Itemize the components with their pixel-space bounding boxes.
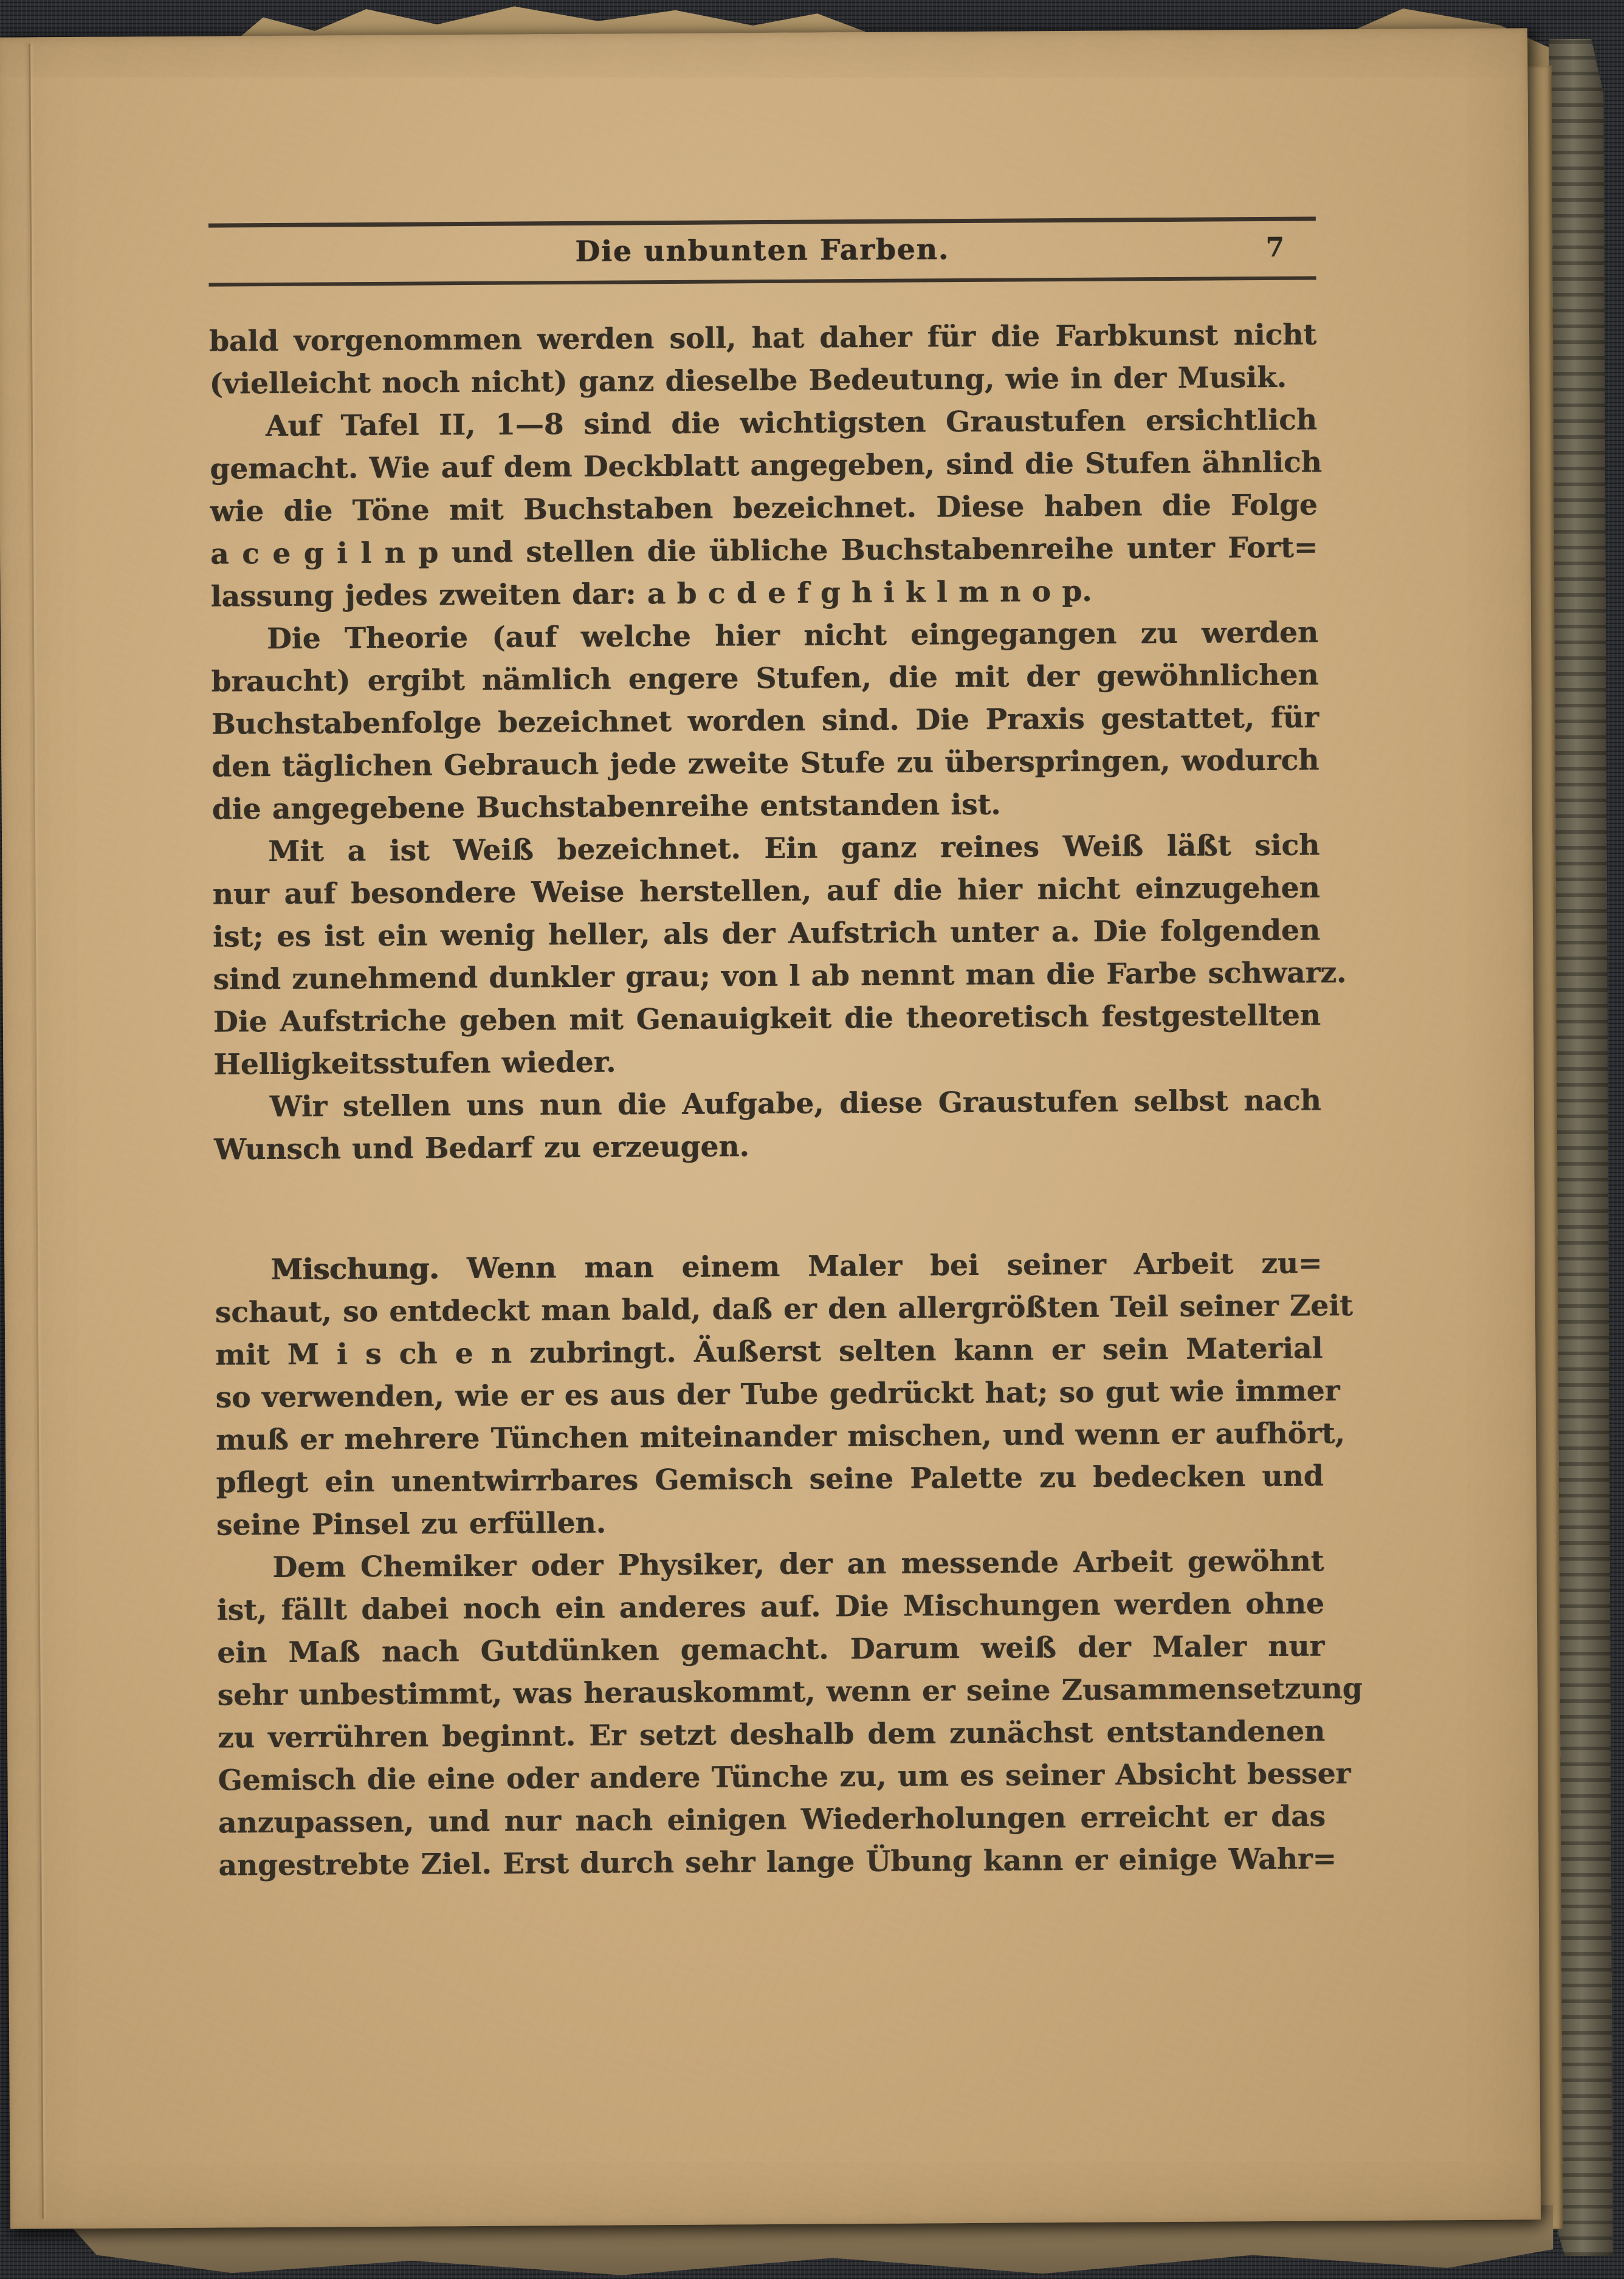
text-line: sind zunehmend dunkler grau; von l ab nennt man die Farbe schwarz. [213, 956, 1347, 997]
text-line: Dem Chemiker oder Physiker, der an messende Arbeit gewöhnt [272, 1544, 1324, 1585]
text-line: gemacht. Wie auf dem Deckblatt angegeben, sind die Stufen ähnlich [210, 445, 1322, 486]
text-line: ist; es ist ein wenig heller, als der Aufstrich unter a. Die folgenden [212, 913, 1321, 954]
text-line: muß er mehrere Tünchen miteinander mischen, und wenn er aufhört, [215, 1417, 1345, 1457]
text-line: Helligkeitsstufen wieder. [213, 1045, 616, 1082]
text-line: den täglichen Gebrauch jede zweite Stufe zu überspringen, wodurch [212, 743, 1320, 784]
paragraph [214, 1079, 1322, 1171]
text-line: lassung jedes zweiten dar: a b c d e f g h i k l m n o p. [210, 574, 1092, 614]
text-line: wie die Töne mit Buchstaben bezeichnet. Diese haben die Folge [210, 488, 1318, 529]
text-line: bald vorgenommen werden soll, hat daher für die Farbkunst nicht [208, 318, 1317, 359]
text-line: (vielleicht noch nicht) ganz dieselbe Bedeutung, wie in der Musik. [209, 360, 1287, 401]
section-lead: Mischung. [270, 1252, 439, 1287]
paragraph [209, 314, 1317, 405]
text-line: Die Aufstriche geben mit Genauigkeit die theoretisch festgestellten [213, 999, 1321, 1039]
text-line: die angegebene Buchstabenreihe entstanden ist. [212, 788, 1001, 827]
text-line: seine Pinsel zu erfüllen. [216, 1506, 607, 1542]
text-line: sehr unbestimmt, was herauskommt, wenn er seine Zusammensetzung [217, 1672, 1363, 1713]
paragraph [212, 824, 1347, 1086]
text-line: braucht) ergibt nämlich engere Stufen, die mit der gewöhnlichen [211, 658, 1319, 699]
paragraph [216, 1540, 1363, 1887]
paragraph [211, 611, 1320, 831]
text-line: anzupassen, und nur nach einigen Wiederholungen erreicht er das [218, 1799, 1326, 1840]
running-header [208, 216, 1316, 286]
text-line: Wunsch und Bedarf zu erzeugen. [214, 1130, 750, 1167]
text-line: Mischung. Wenn man einem Maler bei seiner Arbeit zu= [270, 1246, 1323, 1287]
text-line: schaut, so entdeckt man bald, daß er den allergrößten Teil seiner Zeit [215, 1289, 1353, 1330]
book-page [0, 28, 1541, 2229]
text-line: nur auf besondere Weise herstellen, auf die hier nicht einzugehen [212, 871, 1320, 912]
running-header-title: Die unbunten Farben. [575, 233, 950, 269]
text-line: Die Theorie (auf welche hier nicht eingegangen zu werden [266, 616, 1319, 656]
text-line: angestrebte Ziel. Erst durch sehr lange Übung kann er einige Wahr= [218, 1842, 1337, 1883]
text-line: ist, fällt dabei noch ein anderes auf. Die Mischungen werden ohne [216, 1587, 1324, 1628]
text-line: a c e g i l n p und stellen die übliche Buchstabenreihe unter Fort= [210, 531, 1318, 571]
text-line: pflegt ein unentwirrbares Gemisch seine Palette zu bedecken und [216, 1459, 1324, 1500]
paragraph [215, 1242, 1353, 1547]
page-text [208, 314, 1363, 1887]
text-line: Gemisch die eine oder andere Tünche zu, um es seiner Absicht besser [218, 1757, 1351, 1798]
page-number: 7 [1265, 232, 1285, 263]
page-crease [29, 43, 44, 2219]
text-line: Buchstabenfolge bezeichnet worden sind. Die Praxis gestattet, für [211, 701, 1320, 741]
paragraph [210, 399, 1322, 618]
text-line: Auf Tafel II, 1—8 sind die wichtigsten Graustufen ersichtlich [265, 403, 1318, 444]
text-line: zu verrühren beginnt. Er setzt deshalb dem zunächst entstandenen [217, 1714, 1326, 1755]
text-line: mit M i s ch e n zubringt. Äußerst selten kann er sein Material [215, 1332, 1323, 1372]
text-line: ein Maß nach Gutdünken gemacht. Darum weiß der Maler nur [217, 1629, 1325, 1670]
text-line: so verwenden, wie er es aus der Tube gedrückt hat; so gut wie immer [215, 1374, 1340, 1415]
text-line: Wir stellen uns nun die Aufgabe, diese Graustufen selbst nach [269, 1084, 1321, 1124]
text-line: Mit a ist Weiß bezeichnet. Ein ganz reines Weiß läßt sich [268, 828, 1320, 869]
